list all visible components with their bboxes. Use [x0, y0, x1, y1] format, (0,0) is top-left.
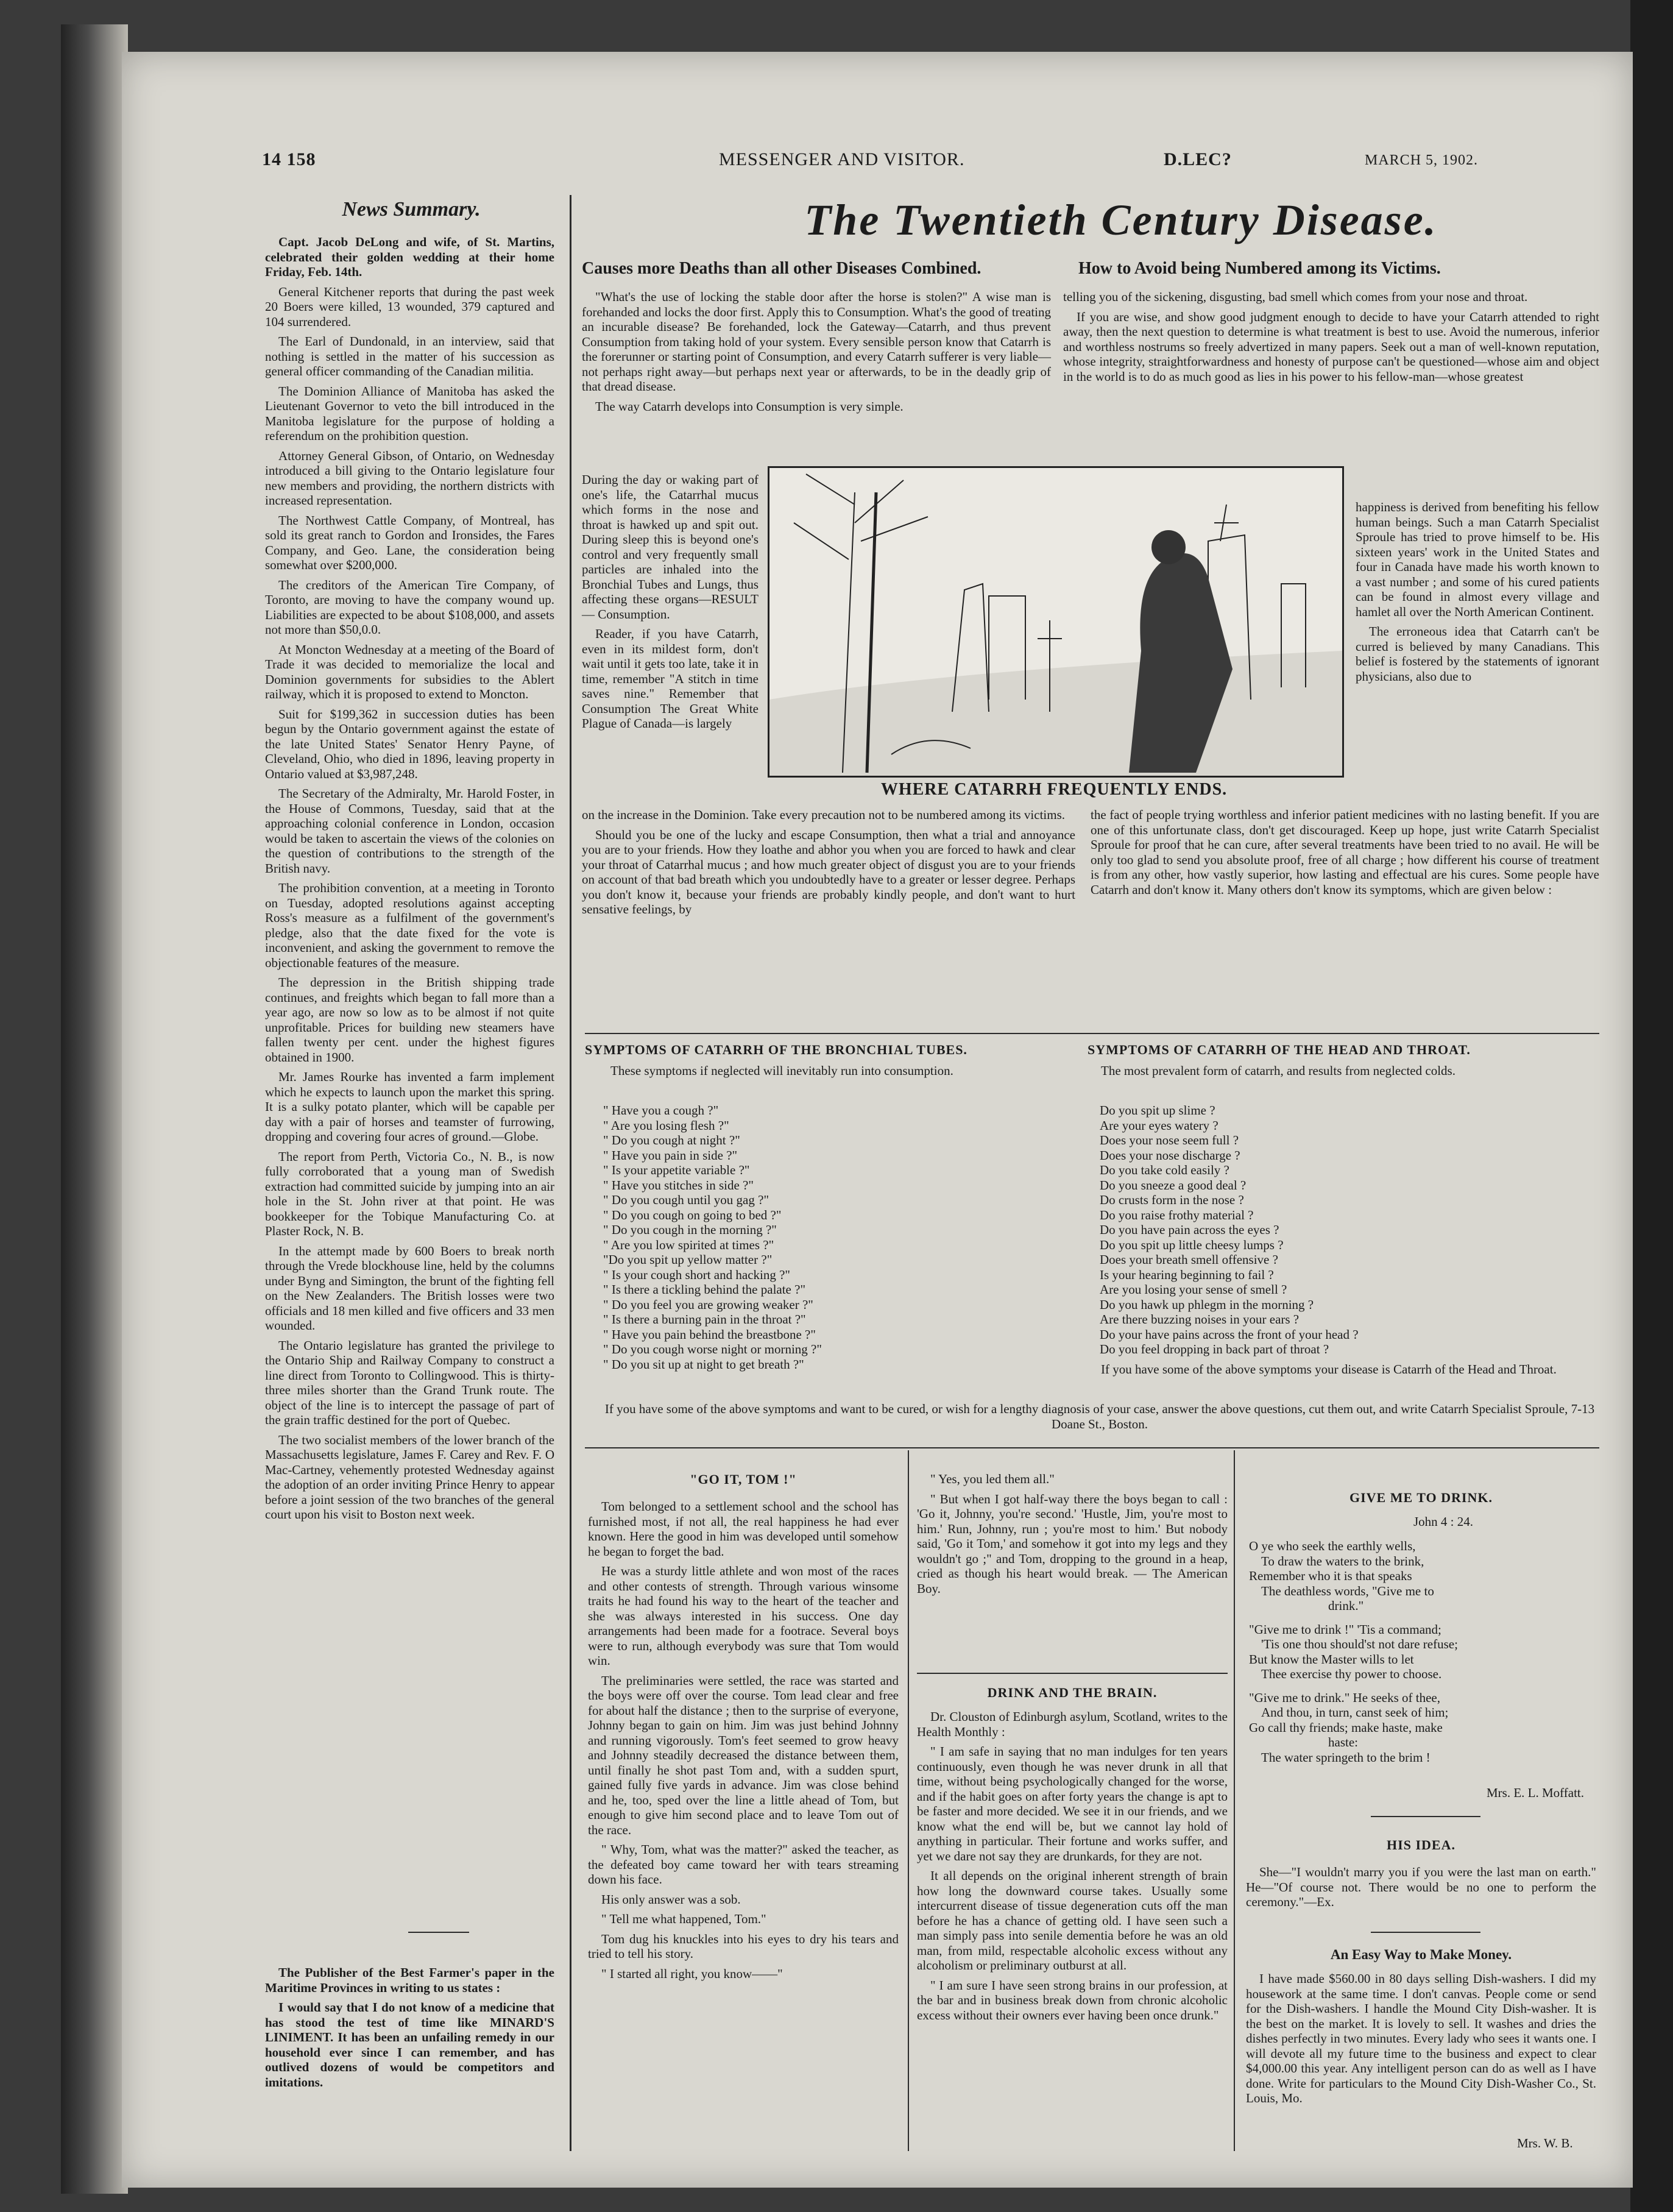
- symptom-item: Do you feel dropping in back part of throat ?: [1100, 1342, 1329, 1356]
- story-paragraph: Tom dug his knuckles into his eyes to dry his tears and tried to tell his story.: [588, 1931, 899, 1961]
- symptom-item: " Is there a tickling behind the palate ?": [603, 1282, 806, 1297]
- divider: [917, 1673, 1228, 1674]
- symptom-item: " Have you pain behind the breastbone ?": [603, 1327, 816, 1342]
- paper-name: MESSENGER AND VISITOR.: [719, 149, 965, 169]
- ad-below-left: [582, 807, 1075, 922]
- issue-date: MARCH 5, 1902.: [1365, 152, 1479, 168]
- drink-paragraph: Dr. Clouston of Edinburgh asylum, Scotland, writes to the Health Monthly :: [917, 1709, 1228, 1739]
- symptom-item: Do you spit up little cheesy lumps ?: [1100, 1237, 1284, 1252]
- news-item: Attorney General Gibson, of Ontario, on Wednesday introduced a bill giving to the Ontario legislature four new members and providing, the northern districts with increased representation.: [265, 448, 554, 508]
- news-item: Suit for $199,362 in succession duties has been begun by the Ontario government against the estate of the late United States' Senator Henry Payne, of Cleveland, Ohio, who died in 1896, leaving property in Ontario valued at $3,987,248.: [265, 706, 554, 781]
- bronchial-intro: [597, 1063, 1084, 1083]
- story-paragraph: " I started all right, you know——": [601, 1966, 783, 1981]
- column-rule: [908, 1450, 909, 2151]
- ad-title: The Twentieth Century Disease.: [804, 196, 1438, 244]
- head-symptom-list: [1100, 1103, 1359, 1357]
- column-rule: [1234, 1450, 1235, 2151]
- symptom-item: " Are you losing flesh ?": [603, 1118, 729, 1133]
- drink-paragraph: It all depends on the original inherent strength of brain how long the downward course takes. Usually some intercurrent disease of tissue degeneration cuts off the man before he has a chance of getting old. I have seen such a man simply pass into senile dementia before he was an old man, from mild, respectable alcoholic excess without any alcoholism or preliminary outburst at all.: [917, 1868, 1228, 1973]
- poem-author: Mrs. E. L. Moffatt.: [1487, 1785, 1585, 1800]
- poem-line: drink.": [1328, 1598, 1364, 1613]
- ad-paragraph: happiness is derived from benefiting his fellow human beings. Such a man Catarrh Specialist Sproule has tried to prove himself to be. His sixteen years' work in the United States and four in Canada have made his worth known to a vast number ; and some of his cured patients can be found in almost every village and hamlet all over the North American Continent.: [1356, 500, 1599, 619]
- head-outro: [1088, 1362, 1599, 1382]
- story-paragraph: Tom belonged to a settlement school and the school has furnished most, if not all, the real happiness he had ever known. Here the good in him was developed until somehow he began to forget the bad.: [588, 1499, 899, 1559]
- news-item: The Secretary of the Admiralty, Mr. Harold Foster, in the House of Commons, Tuesday, said that at the approaching colonial conference in London, occasion would be taken to ascertain the views of the colonies on the question of contributions to the strength of the British navy.: [265, 786, 554, 876]
- idea-text: She—"I wouldn't marry you if you were the last man on earth." He—"Of course not. There would be no one to perform the ceremony."—Ex.: [1246, 1865, 1596, 1909]
- head-outro-text: If you have some of the above symptoms your disease is Catarrh of the Head and Throat.: [1101, 1362, 1557, 1377]
- symptom-item: " Is there a burning pain in the throat ?": [603, 1312, 806, 1327]
- ad-intro-left: [582, 289, 1051, 419]
- symptom-item: Are you losing your sense of smell ?: [1100, 1282, 1287, 1297]
- story-column-1: [588, 1499, 899, 1986]
- ad-footer: [603, 1402, 1596, 1436]
- ad-narrow-left: [582, 472, 759, 736]
- news-item: The prohibition convention, at a meeting in Toronto on Tuesday, adopted resolutions against accepting Ross's measure as a fulfilment of the government's pledge, also that the date fixed for the vote is inconvenient, and asking the government to remove the objectionable features of the measure.: [265, 881, 554, 970]
- poem-line: The water springeth to the brim !: [1261, 1749, 1431, 1765]
- divider: [408, 1932, 469, 1933]
- head-intro: [1088, 1063, 1599, 1083]
- symptom-item: Does your breath smell offensive ?: [1100, 1252, 1278, 1267]
- publisher-note-intro: The Publisher of the Best Farmer's paper in the Maritime Provinces in writing to us states :: [265, 1965, 554, 1995]
- poem-title: GIVE ME TO DRINK.: [1349, 1490, 1493, 1505]
- idea-title: HIS IDEA.: [1387, 1837, 1455, 1852]
- ad-paragraph: Reader, if you have Catarrh, even in its mildest form, don't wait until it gets too late, take it in time, remember "A stitch in time saves nine." Remember that Consumption The Great White Plague of Canada—is largely: [582, 626, 759, 731]
- symptom-item: " Do you cough on going to bed ?": [603, 1207, 782, 1222]
- column-rule: [570, 195, 571, 2151]
- story-paragraph: " But when I got half-way there the boys began to call : 'Go it, Johnny, you're second.' 'Hustle, Jim, you're most to him.' Run, Johnny, run ; you're most to him.' But nobody said, 'Go it Tom,' and somehow it got into my legs and they wouldn't go ;" and Tom, dropping to the ground in a heap, cried as though his heart would break. — The American Boy.: [917, 1491, 1228, 1596]
- money-text: I have made $560.00 in 80 days selling Dish-washers. I did my housework at the same time. I don't canvas. People come or send for the Dish-washers. I handle the Mound City Dish-washer. It is the best on the market. It is lovely to sell. It washes and dries the dishes perfectly in two minutes. Every lady who sees it wants one. I will devote all my future time to the business and expect to clear $4,000.00 this year. Any intelligent person can do as well as I have done. Write for particulars to the Mound City Dish-Washer Co., St. Louis, Mo.: [1246, 1971, 1596, 2105]
- symptom-item: Do you hawk up phlegm in the morning ?: [1100, 1297, 1314, 1312]
- ad-intro-right: [1063, 289, 1599, 389]
- bronchial-intro-text: These symptoms if neglected will inevitably run into consumption.: [610, 1063, 953, 1078]
- poem-lines: [1249, 1539, 1458, 1765]
- symptom-item: Do you sneeze a good deal ?: [1100, 1177, 1247, 1193]
- ad-paragraph: If you are wise, and show good judgment enough to decide to have your Catarrh attended to right away, then the next question to determine is what treatment is best to use. Avoid the numerous, inferior and worthless nostrums so freely advertized in many papers. Seek out a man of well-known reputation, whose integrity, straightforwardness and honesty of purpose can't be questioned—whose aim and object in the world is to do as much good as lies in his power to his fellow-man—whose greatest: [1063, 309, 1599, 384]
- news-item: The Dominion Alliance of Manitoba has asked the Lieutenant Governor to veto the bill introduced in the Manitoba legislature for the purpose of holding a referendum on the prohibition question.: [265, 383, 554, 443]
- bronchial-heading: SYMPTOMS OF CATARRH OF THE BRONCHIAL TUBES.: [585, 1042, 967, 1057]
- publisher-note-quote: I would say that I do not know of a medicine that has stood the test of time like MINARD'S LINIMENT. It has been an unfailing remedy in our household ever since I can remember, and has outlived dozens of would be competitors and imitations.: [265, 2000, 554, 2090]
- news-item: At Moncton Wednesday at a meeting of the Board of Trade it was decided to memorialize the local and Dominion governments for subsidies to the Ablert railway, which it is proposed to extend to Moncton.: [265, 642, 554, 701]
- ad-paragraph: The way Catarrh develops into Consumption is very simple.: [595, 399, 904, 414]
- news-item: The report from Perth, Victoria Co., N. B., is now fully corroborated that a young man of Swedish extraction had committed suicide by jumping into an air hole in the St. John river at that point. He was bookkeeper for the Tobique Manufacturing Co. at Plaster Rock, N. B.: [265, 1149, 554, 1238]
- symptom-item: Does your nose seem full ?: [1100, 1133, 1239, 1147]
- news-item: The depression in the British shipping trade continues, and freights which began to fall more than a year ago, are now so low as to be almost if not quite unprofitable. Prices for building new steamers have fallen twenty per cent. under the highest figures obtained in 1900.: [265, 975, 554, 1065]
- poem-line: "Give me to drink !" 'Tis a command;: [1249, 1622, 1441, 1637]
- money-column: [1246, 1971, 1596, 2111]
- symptom-item: Do you have pain across the eyes ?: [1100, 1222, 1279, 1237]
- poem-line: The deathless words, "Give me to: [1261, 1583, 1434, 1598]
- story-paragraph: " Tell me what happened, Tom.": [601, 1912, 766, 1926]
- symptom-item: Do you raise frothy material ?: [1100, 1207, 1254, 1222]
- news-item: General Kitchener reports that during the past week 20 Boers were killed, 13 wounded, 379 captured and 104 surrendered.: [265, 284, 554, 329]
- page-number: 14 158: [262, 149, 316, 169]
- poem-line: Remember who it is that speaks: [1249, 1569, 1412, 1583]
- drink-column: [917, 1709, 1228, 2027]
- money-title: An Easy Way to Make Money.: [1330, 1947, 1512, 1962]
- news-item: Capt. Jacob DeLong and wife, of St. Martins, celebrated their golden wedding at their home Friday, Feb. 14th.: [265, 235, 554, 279]
- story-paragraph: " Yes, you led them all.": [930, 1472, 1055, 1486]
- divider: [1371, 1932, 1480, 1933]
- news-column: [265, 235, 554, 1527]
- symptom-item: Does your nose discharge ?: [1100, 1147, 1240, 1163]
- news-item: Mr. James Rourke has invented a farm implement which he expects to launch upon the market this spring. It is a sulky potato planter, which will be capable per day with a pair of horses and teamster of furrowing, dropping and covering four acres of ground.—Globe.: [265, 1069, 554, 1144]
- divider: [585, 1033, 1599, 1034]
- poem-line: "Give me to drink." He seeks of thee,: [1249, 1690, 1440, 1705]
- poem-line: haste:: [1328, 1735, 1358, 1749]
- drink-paragraph: " I am sure I have seen strong brains in our profession, at the bar and in business break down from chronic alcoholic excess without their owners ever having been once drunk.": [917, 1977, 1228, 2022]
- illustration-caption: WHERE CATARRH FREQUENTLY ENDS.: [880, 780, 1228, 799]
- symptom-item: " Is your cough short and hacking ?": [603, 1267, 790, 1282]
- poem-line: Go call thy friends; make haste, make: [1249, 1720, 1443, 1735]
- news-item: The two socialist members of the lower branch of the Massachusetts legislature, James F. Carey and Rev. F. O Mac-Cartney, vehemently protested Wednesday against the adoption of an order inviting Prince Henry to appear before a joint session of the two branches of the general court upon his visit to Boston next week.: [265, 1432, 554, 1522]
- page-edge: [1630, 0, 1673, 2212]
- story-paragraph: His only answer was a sob.: [601, 1891, 741, 1907]
- bronchial-symptom-list: [603, 1103, 822, 1372]
- book-spine: [61, 24, 128, 2194]
- money-signature: Mrs. W. B.: [1517, 2136, 1573, 2150]
- poem-line: And thou, in turn, canst seek of him;: [1261, 1705, 1449, 1720]
- illustration-graveyard: [768, 466, 1344, 778]
- ad-paragraph: Should you be one of the lucky and escape Consumption, then what a trial and annoyance you are to your friends. How they loathe and abhor you when you are forced to hawk and clear your throat of Catarrhal mucus ; and how much greater object of disgust you are to your friends on account of that bad breath which you undoubtedly have to a greater or lesser degree. Perhaps you don't know it, because your friends are probably kindly people, and don't want to hurt sensative feelings, by: [582, 827, 1075, 916]
- story-paragraph: The preliminaries were settled, the race was started and the boys were off over the course. Tom lead clear and free for about half the distance ; then to the surprise of everyone, Johnny began to gain on him. Jim was just behind Johnny and running vigorously. Tom's feet seemed to grow heavy and Johnny steadily decreased the distance between them, until finally he shot past Tom and, with a sudden spurt, gained fully five yards in advance. Jim was close behind and he, too, sped over the line a little ahead of Tom, but enough to give him second place and to leave Tom out of the race.: [588, 1673, 899, 1837]
- symptom-item: " Do you sit up at night to get breath ?": [603, 1356, 804, 1372]
- symptom-item: " Are you low spirited at times ?": [603, 1237, 774, 1252]
- poem-line: To draw the waters to the brink,: [1261, 1553, 1424, 1569]
- head-intro-text: The most prevalent form of catarrh, and results from neglected colds.: [1101, 1063, 1455, 1078]
- newspaper-page: [122, 52, 1633, 2188]
- poem-line: But know the Master wills to let: [1249, 1651, 1414, 1667]
- poem-reference: John 4 : 24.: [1413, 1514, 1474, 1529]
- news-heading: News Summary.: [342, 198, 481, 221]
- symptom-item: Do crusts form in the nose ?: [1100, 1193, 1244, 1207]
- ad-footer-text: If you have some of the above symptoms and want to be cured, or wish for a lengthy diagnosis of your case, answer the above questions, cut them out, and write Catarrh Specialist Sproule, 7-13 Doane St., Boston.: [604, 1402, 1595, 1431]
- publisher-note: [265, 1965, 554, 2094]
- symptom-item: Do you spit up slime ?: [1100, 1103, 1215, 1118]
- news-item: The Ontario legislature has granted the privilege to the Ontario Ship and Railway Company to construct a line direct from Toronto to Collingwood. This is thirty-three miles shorter than the Grand Trunk route. The object of the line is to intercept the passage of part of the grain traffic destined for the port of Quebec.: [265, 1338, 554, 1427]
- symptom-item: " Do you cough worse night or morning ?": [603, 1342, 822, 1356]
- ad-paragraph: telling you of the sickening, disgusting, bad smell which comes from your nose and throat.: [1063, 289, 1528, 304]
- symptom-item: "Do you spit up yellow matter ?": [603, 1252, 773, 1267]
- story-paragraph: He was a sturdy little athlete and won most of the races and other contests of strength. Through various winsome traits he had found his way to the heart of the teacher and she was always interested in his success. One day arrangements had been made for a footrace. Several boys were to run, although everybody was sure that Tom would win.: [588, 1564, 899, 1668]
- symptom-item: " Is your appetite variable ?": [603, 1163, 750, 1177]
- story-column-2: [917, 1472, 1228, 1601]
- ad-subtitle-right: How to Avoid being Numbered among its Victims.: [1078, 259, 1441, 278]
- ad-below-right: [1091, 807, 1599, 902]
- poem-line: O ye who seek the earthly wells,: [1249, 1539, 1416, 1553]
- poem-line: 'Tis one thou should'st not dare refuse;: [1261, 1637, 1458, 1651]
- news-item: The Earl of Dundonald, in an interview, said that nothing is settled in the matter of his succession as general officer commanding of the Canadian militia.: [265, 334, 554, 378]
- symptom-item: " Do you cough at night ?": [603, 1133, 740, 1147]
- symptom-item: " Have you a cough ?": [603, 1103, 719, 1118]
- symptom-item: Do your have pains across the front of your head ?: [1100, 1327, 1359, 1342]
- graveyard-drawing: [769, 468, 1342, 776]
- story-paragraph: " Why, Tom, what was the matter?" asked the teacher, as the defeated boy came toward her with tears streaming down his face.: [588, 1842, 899, 1887]
- symptom-item: Are your eyes watery ?: [1100, 1118, 1218, 1133]
- poem-line: Thee exercise thy power to choose.: [1261, 1667, 1442, 1681]
- head-heading: SYMPTOMS OF CATARRH OF THE HEAD AND THROAT.: [1088, 1042, 1471, 1057]
- ad-paragraph: The erroneous idea that Catarrh can't be curred is believed by many Canadians. This belief is fostered by the statements of ignorant physicians, also due to: [1356, 624, 1599, 684]
- idea-column: [1246, 1865, 1596, 1915]
- drink-title: DRINK AND THE BRAIN.: [987, 1685, 1158, 1700]
- divider: [585, 1447, 1599, 1448]
- news-item: The Northwest Cattle Company, of Montreal, has sold its great ranch to Gordon and Ironsides, the Fares Company, and Geo. Lane, the consideration being somewhat over $200,000.: [265, 512, 554, 572]
- symptom-item: " Have you stitches in side ?": [603, 1177, 754, 1193]
- divider: [1371, 1816, 1480, 1817]
- ad-paragraph: on the increase in the Dominion. Take every precaution not to be numbered among its victims.: [582, 807, 1066, 822]
- page-stamp: D.LEC?: [1164, 149, 1232, 169]
- symptom-item: " Do you cough in the morning ?": [603, 1222, 777, 1237]
- symptom-item: Do you take cold easily ?: [1100, 1163, 1229, 1177]
- symptom-item: Are there buzzing noises in your ears ?: [1100, 1312, 1300, 1327]
- ad-subtitle-left: Causes more Deaths than all other Diseases Combined.: [582, 259, 982, 278]
- ad-paragraph: "What's the use of locking the stable door after the horse is stolen?" A wise man is forehanded and locks the door first. Apply this to Consumption. What's the good of treating an incurable disease? Be forehanded, lock the Gateway—Catarrh, and thus prevent Consumption from taking hold of your system. Every sensible person know that Catarrh is the forerunner or starting point of Consumption, and every Catarrh sufferer is very liable—not perhaps right away—but perhaps next year or afterwards, to be in the deadly grip of that dread disease.: [582, 289, 1051, 394]
- drink-paragraph: " I am safe in saying that no man indulges for ten years continuously, even though he was never drunk in all that time, without being psychologically changed for the worse, and if the habit goes on after forty years the change is apt to be faster and more decided. We see it in our friends, and we know what the end will be, but we cannot lay hold of anything in particular. Their fortune and works suffer, and yet we dare not say they are drunkards, for they are not.: [917, 1744, 1228, 1863]
- ad-paragraph: During the day or waking part of one's life, the Catarrhal mucus which forms in the nose and throat is hawked up and spit out. During sleep this is beyond one's control and very frequently small particles are inhaled into the Bronchial Tubes and Lungs, thus affecting these organs—RESULT — Consumption.: [582, 472, 759, 622]
- symptom-item: " Have you pain in side ?": [603, 1147, 738, 1163]
- ad-paragraph: the fact of people trying worthless and inferior patient medicines with no lasting benefit. If you are one of this unfortunate class, don't get discouraged. Keep up hope, just write Catarrh Specialist Sproule for proof that he can cure, after several treatments have been tried to no avail. He will be only too glad to send you absolute proof, free of all charge ; how different his course of treatment is from any other, how vastly superior, how lasting and effectual are his cures. Some people have Catarrh and don't know it. Many others don't know its symptoms, which are given below :: [1091, 807, 1599, 897]
- symptom-item: Is your hearing beginning to fail ?: [1100, 1267, 1274, 1282]
- symptom-item: " Do you feel you are growing weaker ?": [603, 1297, 813, 1312]
- news-item: The creditors of the American Tire Company, of Toronto, are moving to have the company wound up. Liabilities are expected to be about $108,000, and assets not more than $50,0.0.: [265, 577, 554, 637]
- symptom-item: " Do you cough until you gag ?": [603, 1193, 769, 1207]
- news-item: In the attempt made by 600 Boers to break north through the Vrede blockhouse line, held by the columns under Byng and Simington, the brunt of the fighting fell on the New Zealanders. The British losses were two officials and 18 men killed and five officers and 33 men wounded.: [265, 1243, 554, 1333]
- ad-narrow-right: [1356, 500, 1599, 689]
- story-title: "GO IT, TOM !": [690, 1472, 797, 1487]
